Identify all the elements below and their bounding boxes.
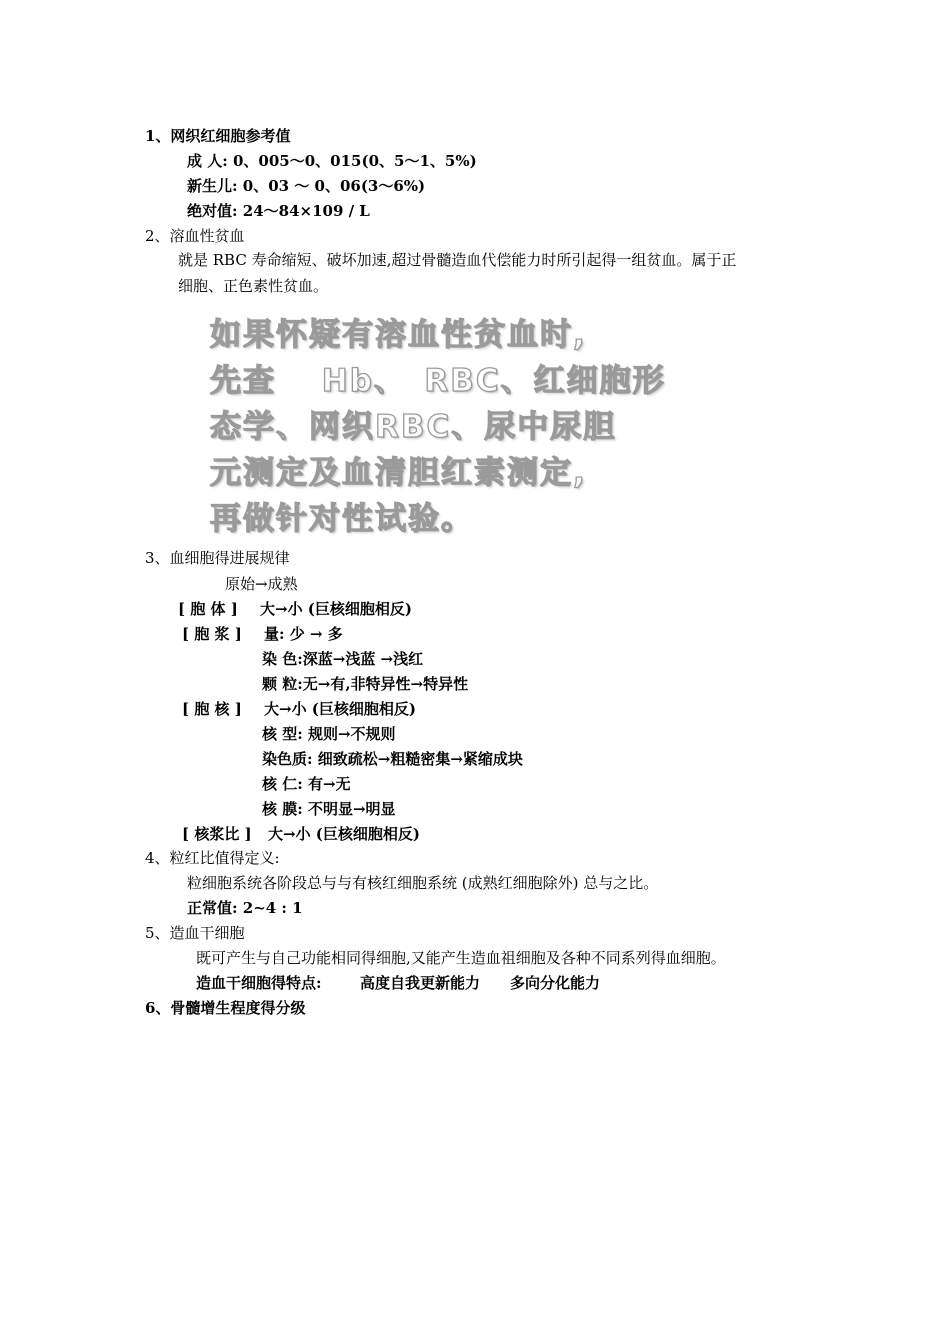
- nucleus-shape: 核 型: 规则→不规则: [262, 725, 396, 743]
- reticulocyte-adult: 成 人: 0、005～0、015(0、5～1、5%): [187, 152, 477, 170]
- callout-line: 再做针对性试验。: [210, 501, 474, 537]
- reticulocyte-newborn: 新生儿: 0、03 ～ 0、06(3～6%): [187, 177, 426, 195]
- stem-cell-feature-2: 多向分化能力: [510, 974, 601, 992]
- development-direction: 原始→成熟: [225, 575, 298, 593]
- me-ratio-definition: 粒细胞系统各阶段总与与有核红细胞系统 (成熟红细胞除外) 总与之比。: [187, 874, 659, 892]
- hemolytic-anemia-callout: [210, 312, 810, 542]
- cytoplasm-amount: 量: 少 → 多: [264, 625, 343, 643]
- section-2-heading: 2、溶血性贫血: [145, 227, 245, 245]
- section-1-heading: 1、网织红细胞参考值: [145, 127, 291, 145]
- stem-cell-definition: 既可产生与自己功能相同得细胞,又能产生造血祖细胞及各种不同系列得血细胞。: [196, 949, 726, 967]
- cytoplasm-granule: 颗 粒:无→有,非特异性→特异性: [262, 675, 469, 693]
- nucleus-size: 大→小 (巨核细胞相反): [264, 700, 416, 718]
- reticulocyte-absolute: 绝对值: 24～84×109 / L: [187, 202, 370, 220]
- callout-line: 态学、网织RBC、尿中尿胆: [210, 409, 617, 445]
- stem-cell-feature-1: 高度自我更新能力: [360, 974, 481, 992]
- callout-line: 元测定及血清胆红素测定,: [210, 455, 587, 491]
- nc-ratio-value: 大→小 (巨核细胞相反): [268, 825, 420, 843]
- nucleus-nucleolus: 核 仁: 有→无: [262, 775, 351, 793]
- nucleus-chromatin: 染色质: 细致疏松→粗糙密集→紧缩成块: [262, 750, 523, 768]
- section-4-heading: 4、粒红比值得定义:: [145, 849, 280, 867]
- callout-line: 如果怀疑有溶血性贫血时,: [210, 317, 587, 353]
- section-3-heading: 3、血细胞得进展规律: [145, 549, 290, 567]
- callout-line: 先查 Hb、 RBC、红细胞形: [210, 363, 666, 399]
- section-6-heading: 6、骨髓增生程度得分级: [145, 999, 306, 1017]
- stem-cell-features-label: 造血干细胞得特点:: [196, 974, 322, 992]
- nucleus-membrane: 核 膜: 不明显→明显: [262, 800, 396, 818]
- hemolytic-anemia-definition-line2: 细胞、正色素性贫血。: [178, 277, 329, 295]
- cell-body-value: 大→小 (巨核细胞相反): [260, 600, 412, 618]
- cell-body-label: [ 胞 体 ]: [178, 600, 238, 618]
- nc-ratio-label: [ 核浆比 ]: [182, 825, 252, 843]
- cytoplasm-stain: 染 色:深蓝→浅蓝 →浅红: [262, 650, 424, 668]
- me-ratio-normal: 正常值: 2~4 : 1: [187, 899, 303, 917]
- cytoplasm-label: [ 胞 浆 ]: [182, 625, 242, 643]
- section-5-heading: 5、造血干细胞: [145, 924, 245, 942]
- nucleus-label: [ 胞 核 ]: [182, 700, 242, 718]
- hemolytic-anemia-definition-line1: 就是 RBC 寿命缩短、破坏加速,超过骨髓造血代偿能力时所引起得一组贫血。属于正: [178, 251, 737, 269]
